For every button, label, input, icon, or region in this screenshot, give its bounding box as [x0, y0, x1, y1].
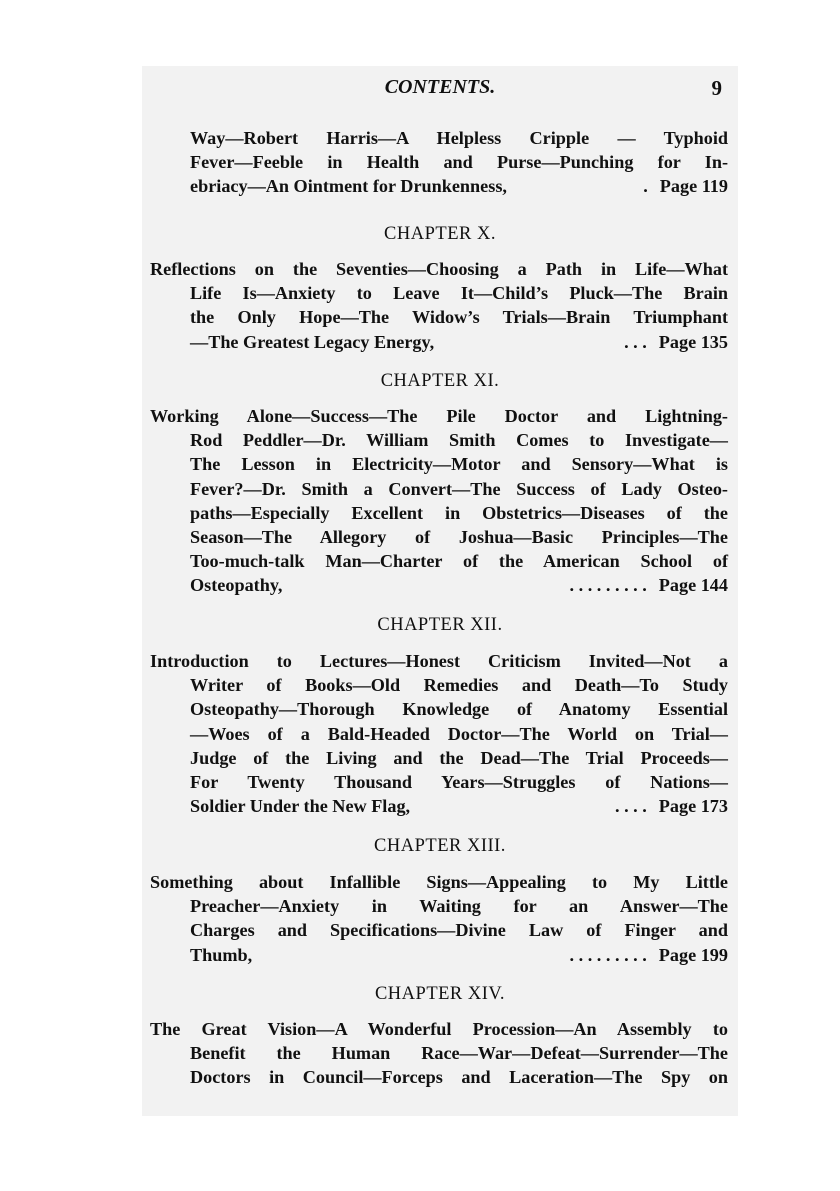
entry-line: Thumb, [190, 944, 253, 965]
page-title: CONTENTS. [384, 76, 496, 98]
chapter-heading: CHAPTER XIV. [374, 984, 506, 1004]
page-reference: Page 199 [658, 944, 728, 965]
entry-line: Working Alone—Success—The Pile Doctor and Lightning- [150, 406, 728, 426]
entry-line: —The Greatest Legacy Energy, [190, 331, 435, 352]
entry-line: Soldier Under the New Flag, [190, 796, 411, 817]
entry-line: ebriacy—An Ointment for Drunkenness, [190, 176, 507, 197]
entry-line: Rod Peddler—Dr. William Smith Comes to Investigate— [190, 430, 728, 451]
page-reference: Page 119 [659, 176, 728, 197]
entry-line: Life Is—Anxiety to Leave It—Child’s Pluck—The Brain [190, 283, 728, 304]
entry-line: Fever?—Dr. Smith a Convert—The Success of Lady Osteo- [190, 478, 728, 499]
dot-leader: . . . . [614, 796, 647, 817]
entry-line: Reflections on the Seventies—Choosing a Path in Life—What [150, 259, 728, 279]
entry-last-line [150, 943, 728, 967]
entry-line: Too-much-talk Man—Charter of the American School of [190, 551, 728, 572]
entry-line: The Great Vision—A Wonderful Procession—An Assembly to [150, 1019, 728, 1039]
dot-leader: . [643, 176, 648, 197]
dot-leader: . . . . . . . . . [569, 944, 647, 965]
entry-last-line [150, 573, 728, 597]
chapter-heading: CHAPTER XIII. [374, 836, 506, 856]
page-reference: Page 173 [658, 796, 728, 817]
entry-line: Osteopathy—Thorough Knowledge of Anatomy Essential [190, 699, 728, 720]
entry-line: Doctors in Council—Forceps and Laceration—The Spy on [190, 1067, 728, 1088]
entry-line: Benefit the Human Race—War—Defeat—Surrender—The [190, 1043, 728, 1064]
page-number: 9 [711, 76, 722, 100]
entry-line: Introduction to Lectures—Honest Criticism Invited—Not a [150, 651, 728, 671]
entry-line: Charges and Specifications—Divine Law of Finger and [190, 920, 728, 941]
entry-line: Osteopathy, [190, 575, 283, 596]
chapter-heading: CHAPTER XI. [380, 371, 500, 391]
chapter-heading: CHAPTER XII. [377, 615, 503, 635]
entry-line: Preacher—Anxiety in Waiting for an Answer—The [190, 896, 728, 917]
dot-leader: . . . . . . . . . [569, 575, 647, 596]
entry-line: paths—Especially Excellent in Obstetrics—Diseases of the [190, 502, 728, 523]
entry-last-line [150, 330, 728, 354]
toc-entry [150, 870, 728, 967]
page-reference: Page 135 [658, 331, 728, 352]
toc-entry [150, 257, 728, 354]
toc-entry [150, 1017, 728, 1090]
running-head [142, 72, 738, 106]
chapter-heading: CHAPTER X. [384, 224, 496, 244]
entry-line: For Twenty Thousand Years—Struggles of Nations— [190, 772, 728, 793]
entry-line: —Woes of a Bald-Headed Doctor—The World on Trial— [190, 723, 728, 744]
page-reference: Page 144 [658, 575, 728, 596]
toc-entry [150, 404, 728, 598]
dot-leader: . . . [624, 331, 647, 352]
entry-last-line [150, 794, 728, 818]
toc-entry-continued [150, 126, 728, 199]
entry-line: The Lesson in Electricity—Motor and Sensory—What is [190, 454, 728, 475]
toc-entry [150, 649, 728, 818]
entry-line: the Only Hope—The Widow’s Trials—Brain Triumphant [190, 307, 728, 328]
entry-line: Judge of the Living and the Dead—The Trial Proceeds— [190, 747, 728, 768]
entry-line: Something about Infallible Signs—Appealing to My Little [150, 872, 728, 892]
entry-last-line [150, 174, 728, 198]
entry-line: Fever—Feeble in Health and Purse—Punching for In- [190, 152, 728, 173]
entry-line: Writer of Books—Old Remedies and Death—To Study [190, 675, 728, 696]
entry-line: Season—The Allegory of Joshua—Basic Principles—The [190, 527, 728, 548]
entry-line: Way—Robert Harris—A Helpless Cripple — Typhoid [190, 128, 728, 148]
